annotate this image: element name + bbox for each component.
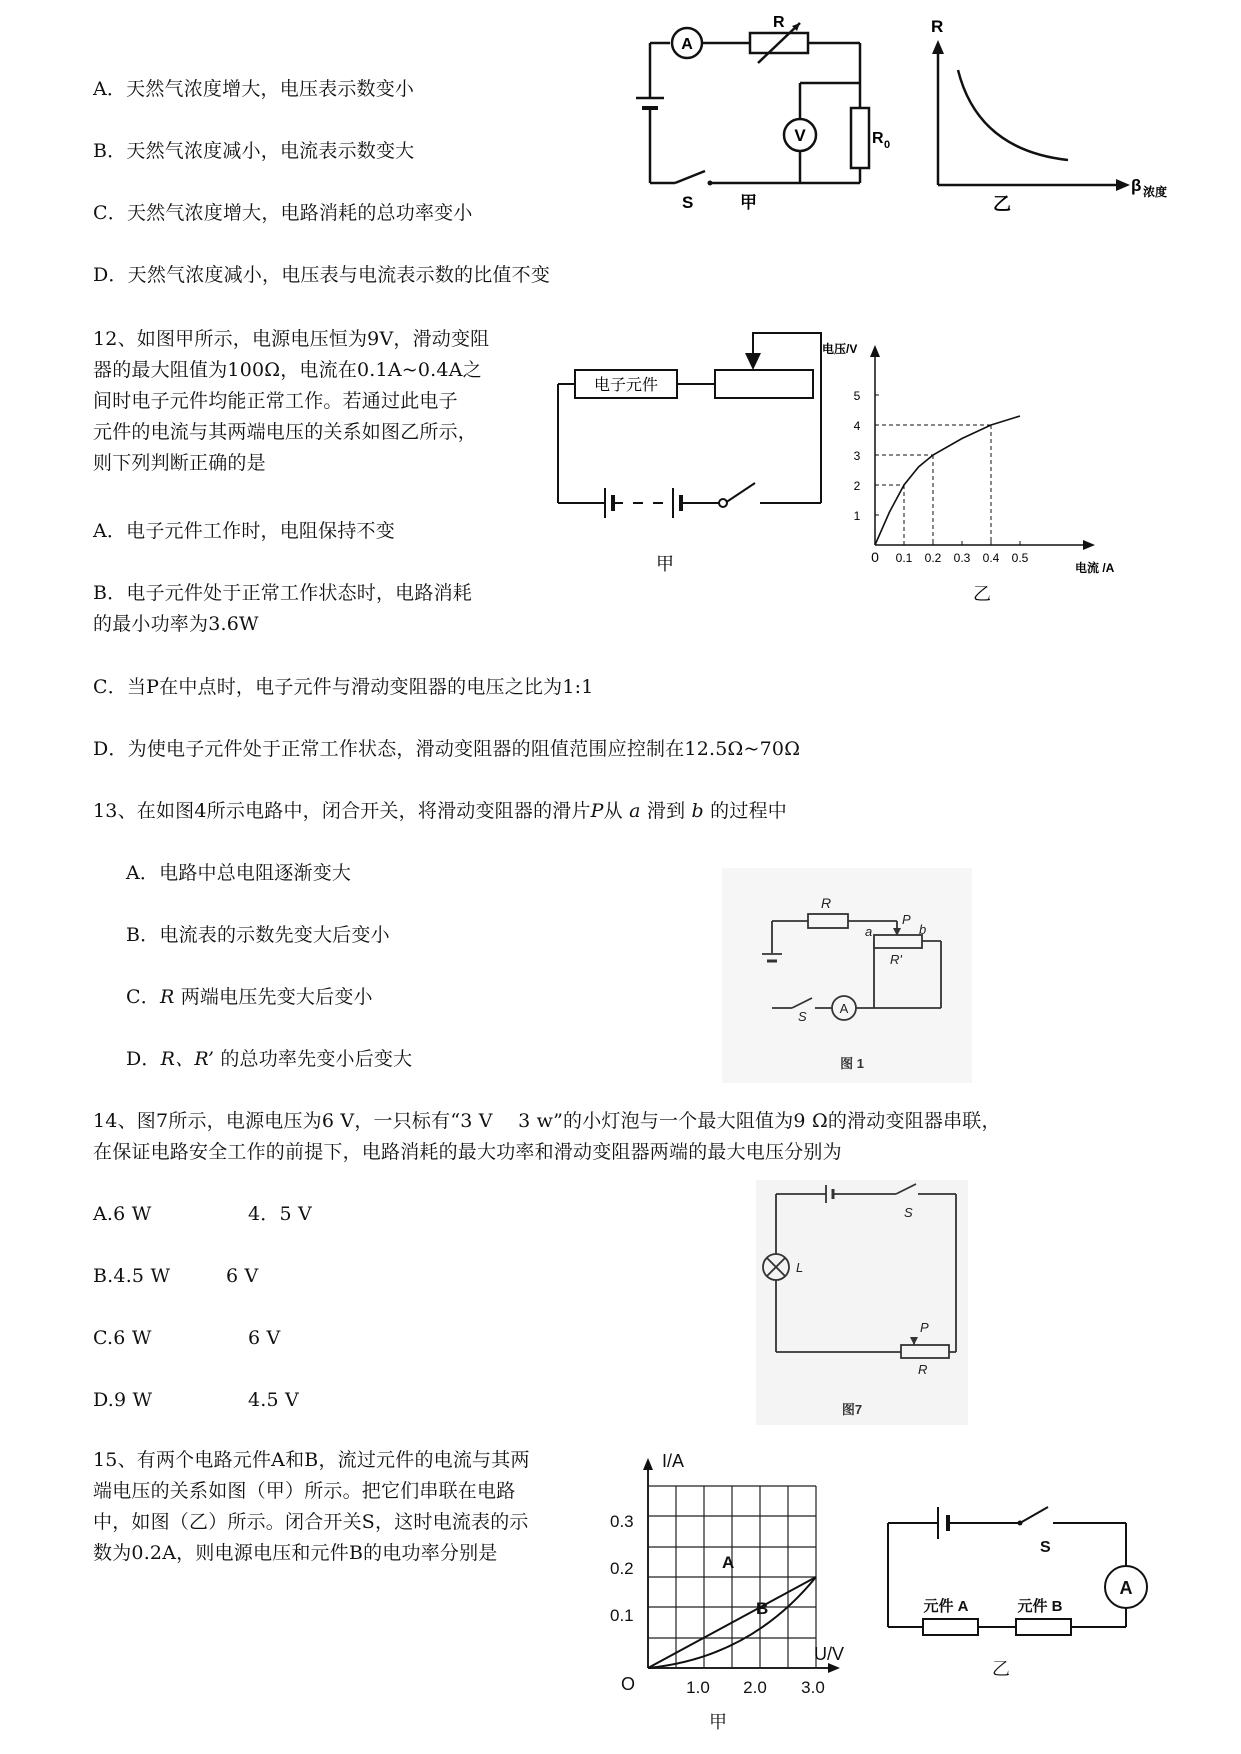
q14-option-a-value: 4．5 V (248, 1203, 312, 1225)
q12-circuit-jia (550, 325, 830, 585)
q15-xtick-3.0: 3.0 (801, 1678, 825, 1697)
q13-option-d (126, 1044, 412, 1075)
q14-s-label: S (904, 1205, 913, 1220)
q12-stem-line5: 则下列判断正确的是 (93, 452, 266, 474)
q15-ytick-0.2: 0.2 (610, 1559, 634, 1578)
q12-jia-caption: 甲 (656, 554, 674, 574)
q13-a-label: a (865, 924, 873, 939)
r0-label: R (872, 130, 884, 147)
switch-s-label: S (682, 193, 694, 212)
q14-option-c-value: 6 V (248, 1327, 281, 1349)
q13-stem-b: b (691, 800, 704, 822)
q13-opt-d-r: R、R’ (160, 1048, 215, 1070)
q15-xtick-1.0: 1.0 (686, 1678, 710, 1697)
q11-graph-yi (918, 10, 1178, 214)
chart-y-tick-label: 5 (853, 389, 861, 403)
q11-yi-caption: 乙 (993, 194, 1011, 214)
electronic-component-label: 电子元件 (593, 377, 659, 394)
q13-option-b: B．电流表的示数先变大后变小 (126, 924, 390, 946)
q13-r-prime-label: R' (890, 952, 902, 967)
q12-chart-yi (820, 330, 1150, 610)
chart-y-tick-label: 1 (853, 509, 861, 523)
chart-x-label: 电流 /A (1075, 561, 1115, 575)
q13-stem (93, 796, 787, 827)
q13-stem-from: 从 (603, 800, 623, 822)
q12-chart-plot (854, 345, 1095, 565)
q15-x-label: U/V (814, 1644, 845, 1664)
q15-graph-jia (600, 1448, 880, 1753)
q13-option-c (126, 982, 373, 1013)
q14-option-b: B.4.5 W (93, 1265, 171, 1287)
q13-opt-d-text: 的总功率先变小后变大 (220, 1048, 413, 1070)
q15-yi-caption: 乙 (992, 1659, 1010, 1679)
q15-curve-a-label: A (722, 1553, 735, 1572)
chart-x-tick-label: 0.3 (953, 551, 971, 565)
chart-origin-label: 0 (871, 549, 879, 565)
q15-stem-line4: 数为0.2A，则电源电压和元件B的电功率分别是 (93, 1542, 498, 1564)
q13-p-label: P (902, 912, 911, 927)
q15-origin-label: O (620, 1674, 636, 1694)
q12-option-d: D．为使电子元件处于正常工作状态，滑动变阻器的阻值范围应控制在12.5Ω~70Ω (93, 738, 801, 760)
q13-option-a: A．电路中总电阻逐渐变大 (126, 862, 352, 884)
q15-stem-line1: 15、有两个电路元件A和B，流过元件的电流与其两 (93, 1449, 530, 1471)
q13-stem-p: P (590, 800, 604, 822)
q11-option-b: B．天然气浓度减小，电流表示数变大 (93, 140, 415, 162)
q11-circuit-jia (630, 8, 891, 213)
q14-p-label: P (920, 1320, 929, 1335)
q14-l-label: L (796, 1260, 804, 1275)
q11-option-c: C．天然气浓度增大，电路消耗的总功率变小 (93, 202, 473, 224)
q14-option-b-value: 6 V (226, 1265, 259, 1287)
q14-option-d: D.9 W (93, 1389, 153, 1411)
ammeter-label: A (681, 36, 693, 53)
q13-circuit (722, 868, 972, 1083)
q12-stem-line1: 12、如图甲所示，电源电压恒为9V，滑动变阻 (93, 328, 490, 350)
q14-stem-line1: 14、图7所示，电源电压为6 V，一只标有“3 V 3 w”的小灯泡与一个最大阻值为9 Ω的滑动变阻器串联， (93, 1110, 1001, 1132)
q12-yi-caption: 乙 (973, 584, 991, 604)
q13-stem-end: 的过程中 (710, 800, 787, 822)
q15-stem-line2: 端电压的关系如图（甲）所示。把它们串联在电路 (93, 1480, 516, 1502)
q12-option-c: C．当P在中点时，电子元件与滑动变阻器的电压之比为1:1 (93, 676, 594, 698)
q13-ammeter-label: A (839, 1001, 849, 1016)
voltmeter-label: V (794, 126, 806, 145)
chart-y-tick-label: 3 (853, 449, 861, 463)
q13-s-label: S (798, 1009, 807, 1024)
q12-stem-line2: 器的最大阻值为100Ω，电流在0.1A~0.4A之 (93, 359, 482, 381)
chart-x-arrow (1083, 540, 1095, 550)
q12-stem-line3: 间时电子元件均能正常工作。若通过此电子 (93, 390, 458, 412)
q14-caption: 图7 (841, 1402, 863, 1417)
q15-ytick-0.3: 0.3 (610, 1512, 634, 1531)
q13-caption: 图 1 (840, 1056, 864, 1071)
q14-r-label: R (918, 1362, 928, 1377)
q15-xtick-2.0: 2.0 (743, 1678, 767, 1697)
resistor-r-label: R (773, 14, 785, 31)
q14-stem-line2: 在保证电路安全工作的前提下，电路消耗的最大功率和滑动变阻器两端的最大电压分别为 (93, 1141, 842, 1163)
chart-x-tick-label: 0.2 (924, 551, 942, 565)
q15-ytick-0.1: 0.1 (610, 1606, 634, 1625)
q12-option-a: A．电子元件工作时，电阻保持不变 (93, 520, 395, 542)
chart-x-tick-label: 0.1 (895, 551, 913, 565)
q13-opt-d-prefix: D． (126, 1048, 161, 1070)
element-a-label: 元件 A (923, 1598, 969, 1615)
q13-stem-to: 滑到 (646, 800, 686, 822)
q13-opt-c-text: 两端电压先变大后变小 (180, 986, 373, 1008)
q15-circuit-yi (880, 1485, 1170, 1690)
q11-option-a: A．天然气浓度增大，电压表示数变小 (93, 78, 415, 100)
chart-y-tick-label: 4 (853, 419, 861, 433)
q15-switch-s-label: S (1040, 1539, 1051, 1556)
q14-option-c: C.6 W (93, 1327, 152, 1349)
q13-stem-part1: 13、在如图4所示电路中，闭合开关，将滑动变阻器的滑片 (93, 800, 591, 822)
q15-curve-b-label: B (756, 1599, 769, 1618)
chart-y-arrow (870, 345, 880, 357)
q11-jia-caption: 甲 (740, 193, 757, 212)
q12-option-b-line1: B．电子元件处于正常工作状态时，电路消耗 (93, 582, 472, 604)
element-b-label: 元件 B (1017, 1598, 1063, 1615)
q14-option-d-value: 4.5 V (248, 1389, 299, 1411)
graph-y-label: R (931, 17, 944, 36)
q14-option-a: A.6 W (93, 1203, 152, 1225)
graph-x-sub-label: 浓度 (1143, 185, 1168, 199)
q12-stem-line4: 元件的电流与其两端电压的关系如图乙所示， (93, 421, 478, 443)
q14-circuit (756, 1180, 968, 1425)
chart-x-tick-label: 0.4 (982, 551, 1000, 565)
q13-stem-a: a (629, 800, 641, 822)
q13-b-label: b (919, 922, 927, 937)
r0-sub-label: 0 (884, 139, 891, 151)
q15-y-label: I/A (662, 1451, 685, 1471)
q15-ammeter-label: A (1119, 1578, 1133, 1598)
graph-x-label: β (1131, 176, 1142, 195)
q11-option-d: D．天然气浓度减小，电压表与电流表示数的比值不变 (93, 264, 551, 286)
chart-x-tick-label: 0.5 (1011, 551, 1029, 565)
q12-option-b-line2: 的最小功率为3.6W (93, 613, 259, 635)
q15-jia-caption: 甲 (709, 1712, 727, 1732)
q13-opt-c-prefix: C． (126, 986, 160, 1008)
chart-y-label: 电压/V (822, 342, 858, 356)
chart-y-tick-label: 2 (853, 479, 861, 493)
q13-r-label: R (820, 895, 832, 911)
q13-opt-c-r: R (159, 986, 175, 1008)
q15-stem-line3: 中，如图（乙）所示。闭合开关S，这时电流表的示 (93, 1511, 529, 1533)
chart-series-line (875, 416, 1020, 545)
